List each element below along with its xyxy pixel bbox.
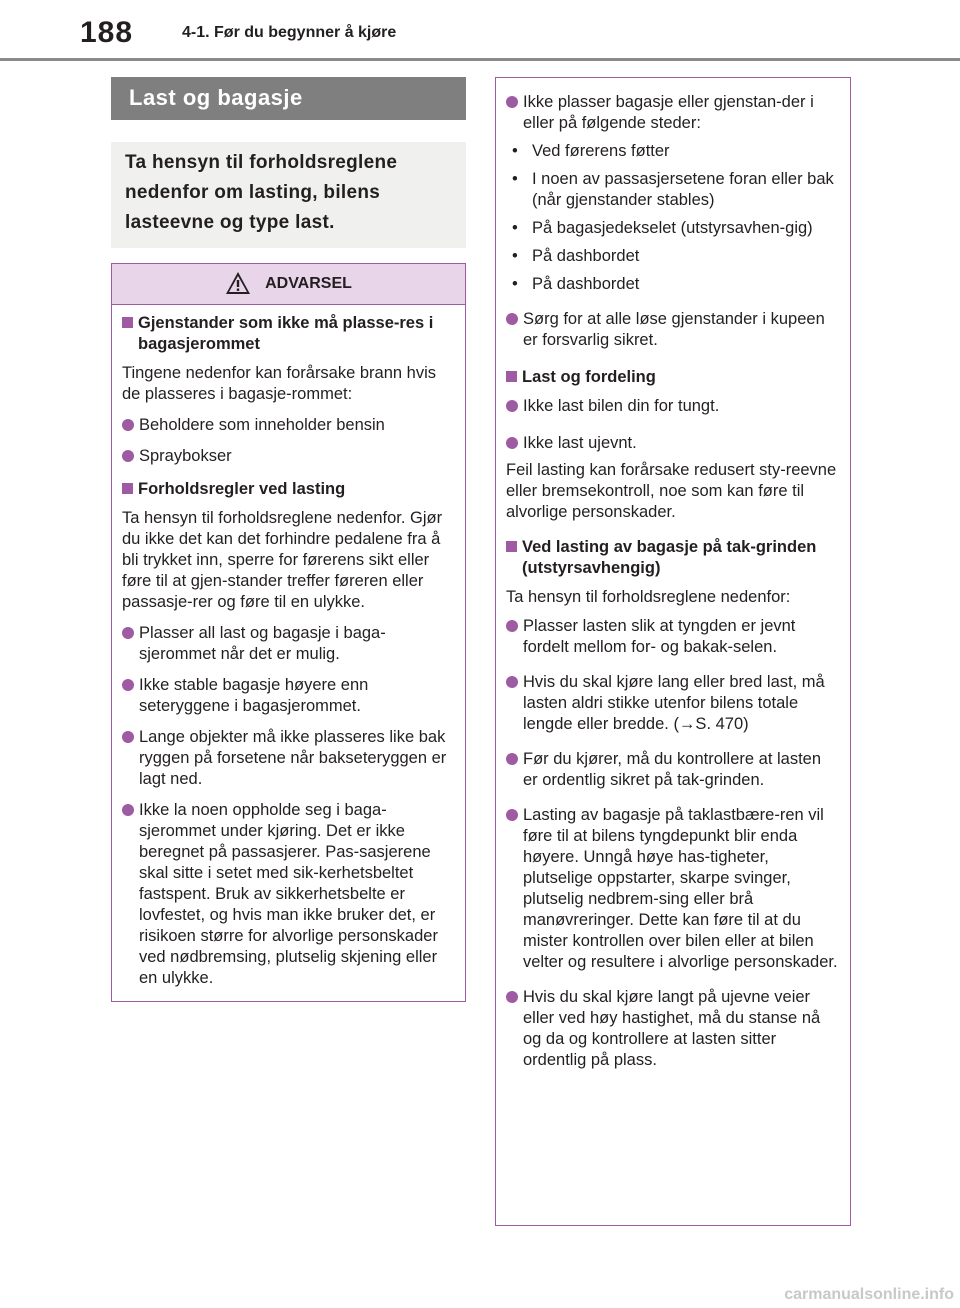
dash-list-item: • På dashbordet [512,275,640,293]
list-item: Før du kjører, må du kontrollere at lasten er ordentlig sikret på tak-grinden. [506,749,838,791]
list-item: Plasser lasten slik at tyngden er jevnt fordelt mellom for- og bakak-selen. [506,616,838,658]
intro-box: Ta hensyn til forholdsreglene nedenfor om lasting, bilens lasteevne og type last. [111,142,466,248]
list-item: Plasser all last og bagasje i baga-sjerommet når det er mulig. [122,623,453,665]
square-bullet-icon [506,371,517,382]
list-item: Hvis du skal kjøre lang eller bred last, må lasten aldri stikke utenfor bilens totale lengde eller bredde. (→S. 470) [506,672,838,735]
section-heading: Ved lasting av bagasje på tak-grinden (utstyrsavhengig) [506,537,838,579]
dot-bullet-icon [506,753,518,765]
dot-bullet-icon [122,450,134,462]
warning-triangle-icon [225,271,251,295]
page-number: 188 [80,16,134,49]
paragraph: Feil lasting kan forårsake redusert sty-reevne eller bremsekontroll, noe som kan føre til alvorlige personskader. [506,461,837,521]
dot-bullet-icon [506,96,518,108]
dot-bullet-icon [122,731,134,743]
list-item: Ikke last bilen din for tungt. [506,396,838,417]
dot-bullet-icon [506,809,518,821]
dot-bullet-icon [122,804,134,816]
list-item: Ikke la noen oppholde seg i baga-sjerommet under kjøring. Det er ikke beregnet på passasjerer. Pas-sasjerene skal sitte i setet med sik-kerhetsbeltet fastspent. Bruk av sikkerhetsbelte er lovfestet, og hvis man ikke bruker det, er risikoen større for alvorlige personskader ved nødbremsing, plutselig skjening eller en ulykke. [122,800,453,989]
list-item: Lange objekter må ikke plasseres like bak ryggen på forsetene når bakseteryggen er lagt ned. [122,727,453,790]
warning-heading: Forholdsregler ved lasting [122,479,453,500]
list-item: Sørg for at alle løse gjenstander i kupeen er forsvarlig sikret. [506,309,838,351]
list-item: Lasting av bagasje på taklastbære-ren vil føre til at bilens tyngdepunkt blir enda høyere. Unngå høye has-tigheter, plutselige oppstarter, skarpe svinger, plutselig nedbrem-sing eller brå manøvreringer. Dette kan føre til at du mister kontrollen over bilen eller at bilen velter og resultere i alvorlige personskader. [506,805,838,973]
dash-list-item: • Ved førerens føtter [512,142,670,160]
warning-body [112,305,465,1001]
dot-bullet-icon [506,437,518,449]
dot-bullet-icon [506,991,518,1003]
section-heading: Last og fordeling [506,367,838,388]
list-item: Hvis du skal kjøre langt på ujevne veier eller ved høy hastighet, må du stanse nå og da og kontrollere at lasten sitter ordentlig på plass. [506,987,838,1071]
list-item: Spraybokser [122,446,453,467]
square-bullet-icon [122,483,133,494]
dot-bullet-icon [506,400,518,412]
page-title: Last og bagasje [111,77,466,120]
dot-bullet-icon [506,313,518,325]
paragraph: Ta hensyn til forholdsreglene nedenfor: [506,588,791,606]
list-item: Ikke plasser bagasje eller gjenstan-der i eller på følgende steder: [506,92,838,134]
dot-bullet-icon [506,620,518,632]
warning-heading: Gjenstander som ikke må plasse-res i bagasjerommet [122,313,453,355]
section-title: 4-1. Før du begynner å kjøre [182,24,397,41]
watermark: carmanualsonline.info [784,1286,954,1303]
dash-list-item: • I noen av passasjersetene foran eller bak (når gjenstander stables) [512,170,834,209]
dot-bullet-icon [122,679,134,691]
warning-header [112,264,465,305]
list-item: Ikke stable bagasje høyere enn seteryggene i bagasjerommet. [122,675,453,717]
warning-box [111,263,466,1002]
right-column [495,77,851,1226]
dash-list-item: • På bagasjedekselet (utstyrsavhen-gig) [512,219,813,237]
dot-bullet-icon [506,676,518,688]
square-bullet-icon [122,317,133,328]
dash-list-item: • På dashbordet [512,247,640,265]
warning-paragraph: Tingene nedenfor kan forårsake brann hvis de plasseres i bagasje-rommet: [122,364,436,403]
square-bullet-icon [506,541,517,552]
list-item: Ikke last ujevnt. [506,433,838,454]
dot-bullet-icon [122,419,134,431]
header-divider [0,58,960,61]
warning-paragraph: Ta hensyn til forholdsreglene nedenfor. Gjør du ikke det kan det forhindre pedalene fra å bli trykket inn, sperre for førerens sikt eller føre til at gjen-stander treffer føreren eller passasje-rer og føre til en ulykke. [122,509,443,611]
left-column [111,77,466,1002]
list-item: Beholdere som inneholder bensin [122,415,453,436]
warning-label: ADVARSEL [265,275,352,292]
dot-bullet-icon [122,627,134,639]
page-header [0,0,960,60]
